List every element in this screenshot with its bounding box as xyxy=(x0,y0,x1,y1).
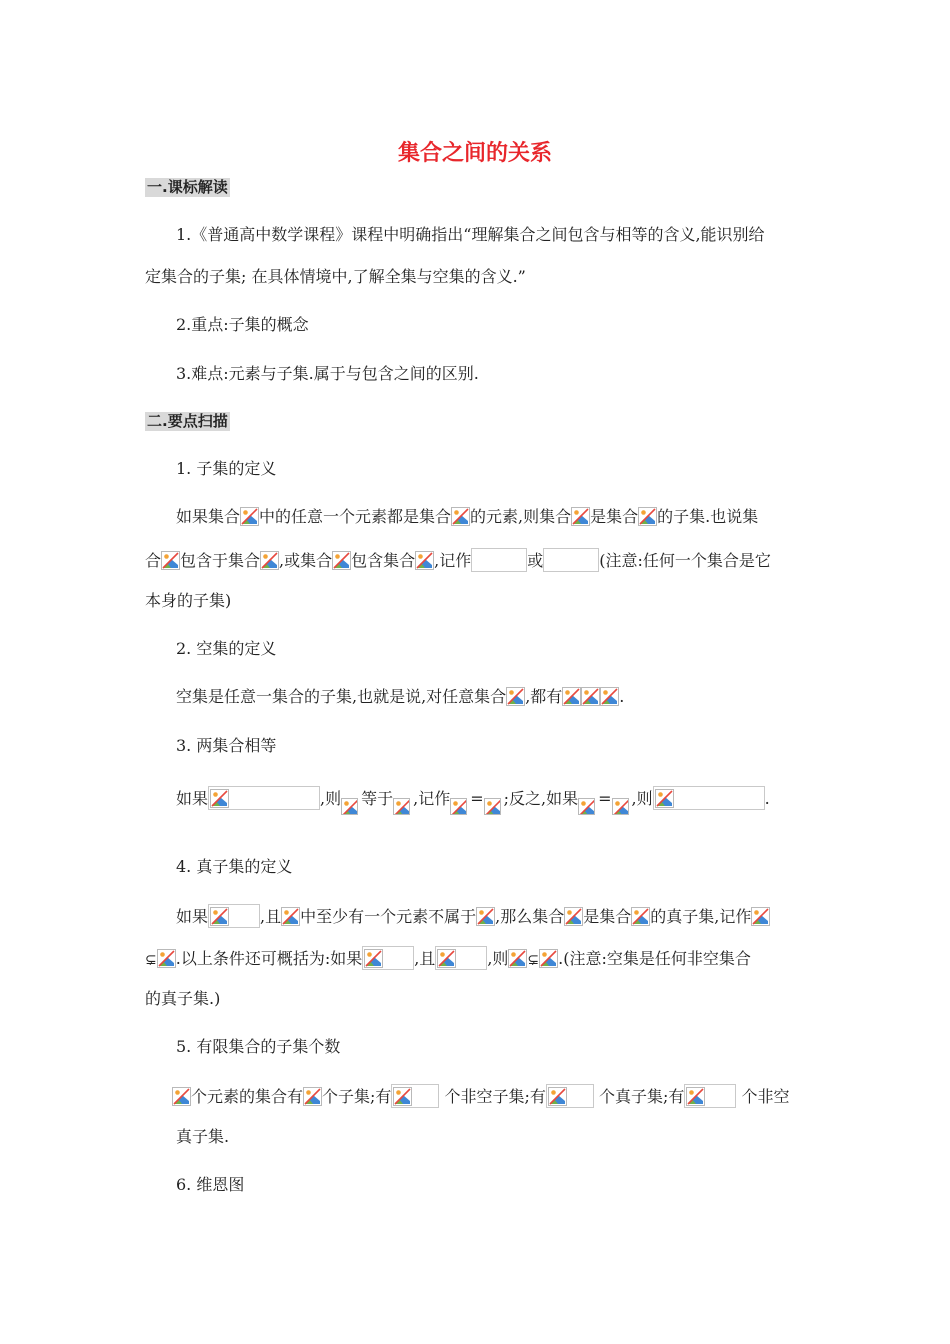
formula-image-box xyxy=(208,904,260,928)
h4-heading: 4. 真子集的定义 xyxy=(176,857,293,876)
h1-line2: 合 包含于集合 ,或集合 包含集合 ,记作 或 (注意:任何一个集合是它 xyxy=(145,548,771,572)
small-image xyxy=(578,790,598,812)
image-placeholder-icon xyxy=(332,551,351,570)
image-placeholder-icon xyxy=(364,949,383,968)
h6-heading: 6. 维恩图 xyxy=(176,1175,245,1194)
h4-line3: 的真子集.) xyxy=(145,989,221,1008)
image-placeholder-icon xyxy=(578,798,595,815)
image-placeholder-icon xyxy=(415,551,434,570)
s1-item1-line1: 1.《普通高中数学课程》课程中明确指出“理解集合之间包含与相等的含义,能识别给 xyxy=(176,225,765,244)
image-placeholder-icon xyxy=(631,907,650,926)
image-placeholder-icon xyxy=(240,507,259,526)
h2-line: 空集是任意一集合的子集,也就是说,对任意集合 ,都有 . xyxy=(176,687,625,706)
image-placeholder-icon xyxy=(260,551,279,570)
h4-line2: ⊊ .以上条件还可概括为:如果 ,且 ,则 ⊊ .(注意:空集是任何非空集合 xyxy=(145,946,751,971)
image-placeholder-icon xyxy=(157,949,176,968)
small-image xyxy=(450,790,470,812)
section-heading-2: 二.要点扫描 xyxy=(147,412,228,430)
image-placeholder-icon xyxy=(281,907,300,926)
small-image xyxy=(484,790,504,812)
h5-line1: 个元素的集合有 个子集;有 个非空子集;有 个真子集;有 个非空 xyxy=(172,1084,790,1108)
image-placeholder-icon xyxy=(564,907,583,926)
image-placeholder-icon xyxy=(210,907,229,926)
image-placeholder-icon xyxy=(161,551,180,570)
h2-heading: 2. 空集的定义 xyxy=(176,639,277,658)
s1-item2: 2.重点:子集的概念 xyxy=(176,315,309,334)
formula-image-box xyxy=(362,946,414,970)
image-placeholder-icon xyxy=(341,798,358,815)
formula-image-box xyxy=(391,1084,439,1108)
section-heading-1: 一.课标解读 xyxy=(147,178,228,196)
image-placeholder-icon xyxy=(451,507,470,526)
formula-image-box xyxy=(653,786,765,810)
h4-line1: 如果 ,且 中至少有一个元素不属于 ,那么集合 是集合 的真子集,记作 xyxy=(176,904,770,928)
image-placeholder-icon xyxy=(484,798,501,815)
formula-image-box xyxy=(435,946,487,970)
h5-line2: 真子集. xyxy=(176,1127,230,1146)
image-placeholder-icon xyxy=(655,789,674,808)
image-placeholder-icon xyxy=(612,798,629,815)
image-placeholder-icon xyxy=(508,949,527,968)
formula-image-box xyxy=(543,548,599,572)
image-placeholder-icon xyxy=(172,1087,191,1106)
small-image xyxy=(393,790,413,812)
small-image xyxy=(612,790,632,812)
formula-image-box xyxy=(208,786,320,810)
formula-image-box xyxy=(546,1084,594,1108)
image-placeholder-icon xyxy=(303,1087,322,1106)
image-placeholder-icon xyxy=(393,798,410,815)
h3-heading: 3. 两集合相等 xyxy=(176,736,277,755)
proper-subset-symbol: ⊊ xyxy=(145,952,157,968)
h3-line: 如果 ,则 等于 ,记作 = ;反之,如果 = ,则 . xyxy=(176,786,770,812)
formula-image-box xyxy=(684,1084,736,1108)
image-placeholder-icon xyxy=(506,687,525,706)
image-placeholder-icon xyxy=(686,1087,705,1106)
small-image xyxy=(341,790,361,812)
image-placeholder-icon xyxy=(393,1087,412,1106)
image-placeholder-icon xyxy=(600,687,619,706)
image-placeholder-icon xyxy=(548,1087,567,1106)
page-title: 集合之间的关系 xyxy=(397,141,552,166)
formula-image-box xyxy=(471,548,527,572)
image-placeholder-icon xyxy=(638,507,657,526)
h5-heading: 5. 有限集合的子集个数 xyxy=(176,1037,341,1056)
image-placeholder-icon xyxy=(562,687,581,706)
s1-item3: 3.难点:元素与子集.属于与包含之间的区别. xyxy=(176,364,479,383)
s1-item1-line2: 定集合的子集; 在具体情境中,了解全集与空集的含义.” xyxy=(145,267,526,286)
image-placeholder-icon xyxy=(539,949,558,968)
image-placeholder-icon xyxy=(437,949,456,968)
h1-line3: 本身的子集) xyxy=(145,591,232,610)
proper-subset-symbol: ⊊ xyxy=(527,952,540,968)
image-placeholder-icon xyxy=(751,907,770,926)
image-placeholder-icon xyxy=(210,789,229,808)
image-placeholder-icon xyxy=(571,507,590,526)
h1-line1: 如果集合 中的任意一个元素都是集合 的元素,则集合 是集合 的子集.也说集 xyxy=(176,507,759,526)
image-placeholder-icon xyxy=(450,798,467,815)
image-placeholder-icon xyxy=(476,907,495,926)
image-placeholder-icon xyxy=(581,687,600,706)
h1-heading: 1. 子集的定义 xyxy=(176,459,277,478)
